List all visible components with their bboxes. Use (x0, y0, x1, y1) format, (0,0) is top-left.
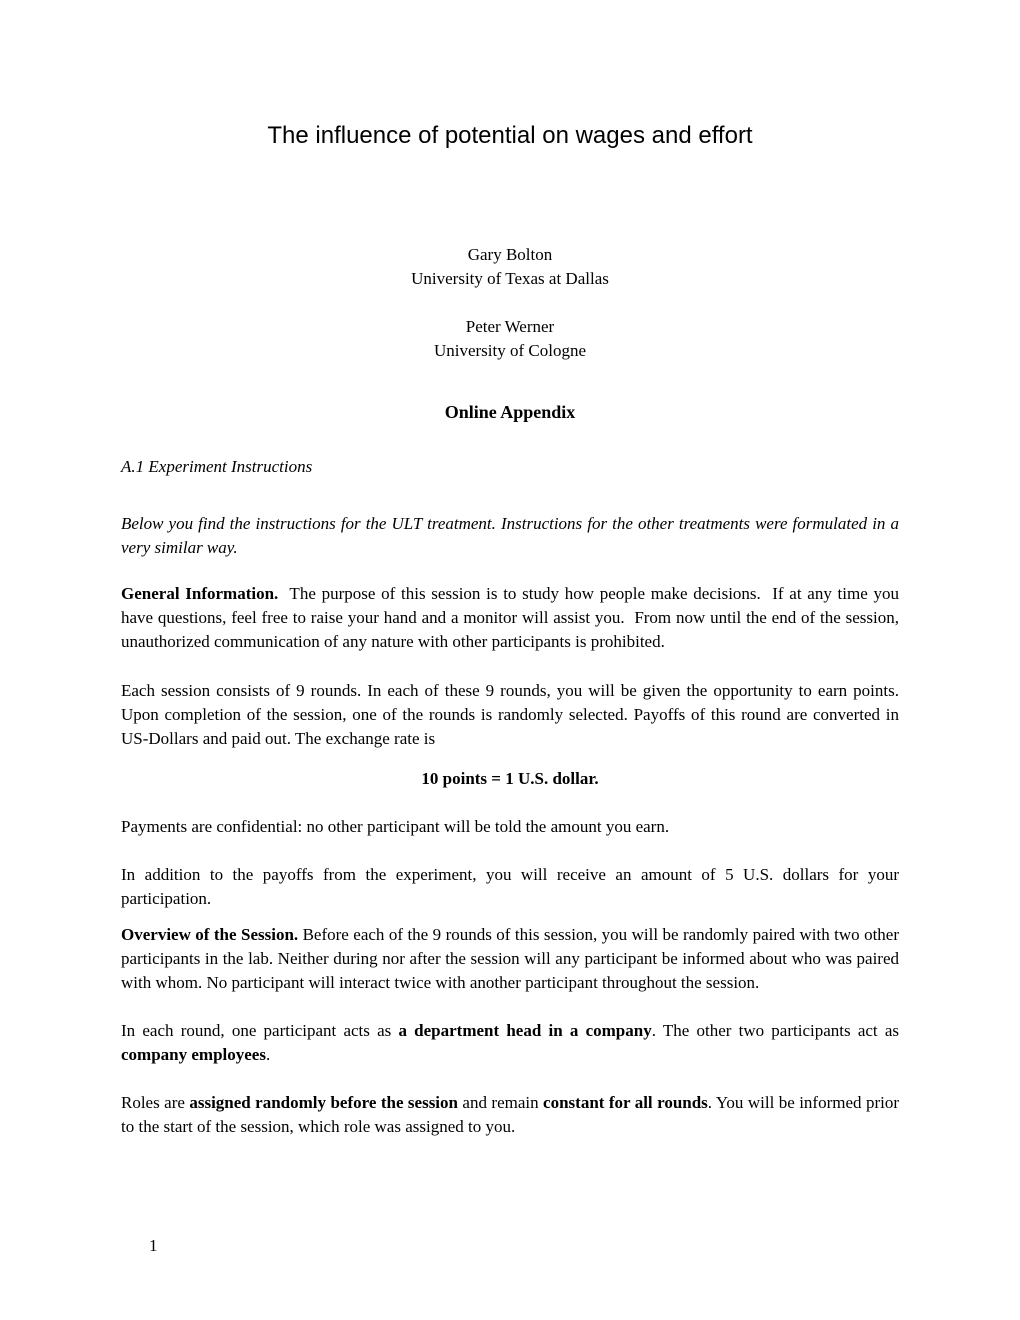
paragraph-intro-note: Below you find the instructions for the ULT treatment. Instructions for the other treatments were formulated in a very similar way. (121, 514, 899, 557)
paragraph-payments: Payments are confidential: no other participant will be told the amount you earn. (121, 817, 670, 836)
paragraph-session-overview: Overview of the Session. Before each of the 9 rounds of this session, you will be randomly paired with two other participants in the lab. Neither during nor after the session will any participant be informed about who was paired with whom. No participant will interact twice with another participant throughout the session. (121, 925, 899, 992)
appendix-heading: Online Appendix (444, 402, 576, 422)
exchange-rate-line: 10 points = 1 U.S. dollar. (421, 769, 599, 788)
section-heading: A.1 Experiment Instructions (121, 457, 313, 476)
author-name: Gary Bolton (467, 245, 553, 264)
paragraph-general-information: General Information. The purpose of this session is to study how people make decisions. If at any time you have questions, feel free to raise your hand and a monitor will assist you. From now until the end of the session, unauthorized communication of any nature with other participants is prohibited. (121, 584, 899, 651)
author-affiliation: University of Cologne (433, 341, 587, 360)
paragraph-session-rounds: Each session consists of 9 rounds. In each of these 9 rounds, you will be given the opportunity to earn points. Upon completion of the session, one of the rounds is randomly selected. Payoffs of this round are converted in US-Dollars and paid out. The exchange rate is (121, 681, 899, 748)
author-name: Peter Werner (465, 317, 555, 336)
page-number: 1 (149, 1236, 158, 1255)
page-content (121, 0, 899, 1139)
paper-title: The influence of potential on wages and effort (267, 122, 753, 149)
author-block-2 (121, 315, 899, 363)
author-affiliation: University of Texas at Dallas (411, 269, 609, 288)
paragraph-roles-in-round: In each round, one participant acts as a department head in a company. The other two participants act as company employees. (121, 1021, 899, 1064)
paragraph-roles-assignment: Roles are assigned randomly before the session and remain constant for all rounds. You will be informed prior to the start of the session, which role was assigned to you. (121, 1093, 899, 1136)
paragraph-participation-fee: In addition to the payoffs from the experiment, you will receive an amount of 5 U.S. dollars for your participation. (121, 865, 899, 908)
author-block-1 (121, 243, 899, 291)
